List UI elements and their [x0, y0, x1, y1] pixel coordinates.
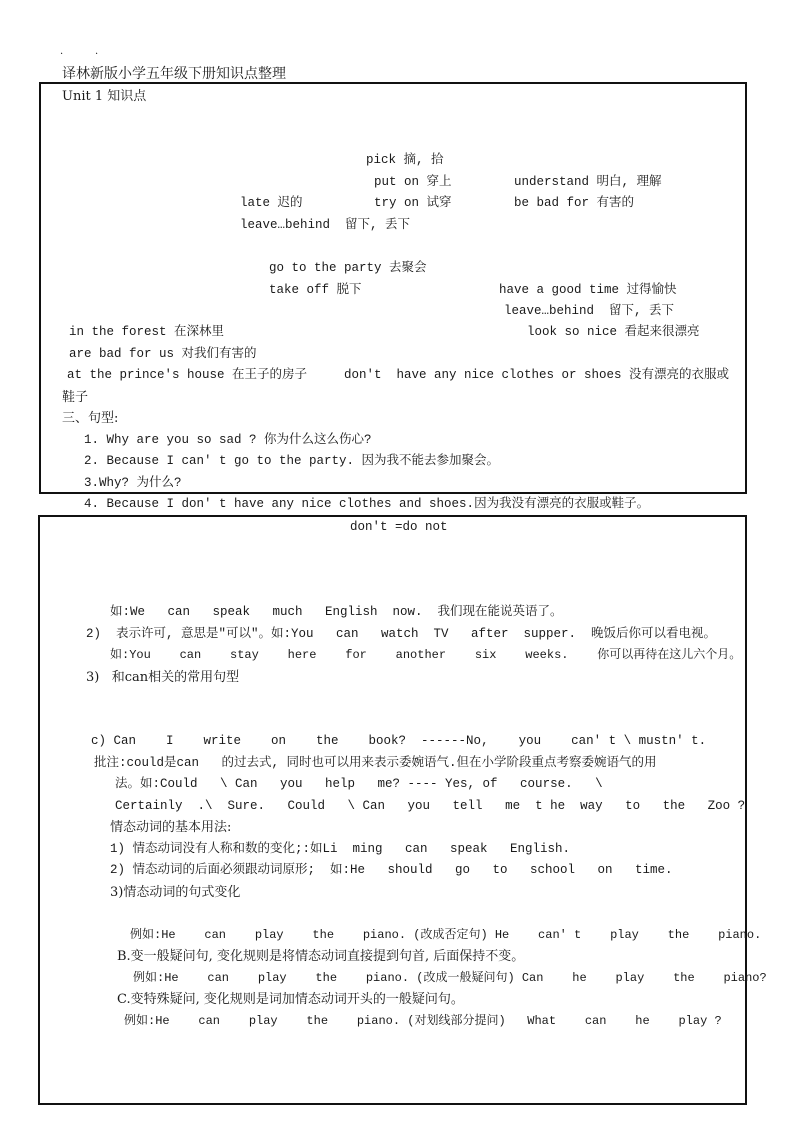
grammar-line: 情态动词的基本用法: — [110, 820, 232, 835]
document-title: 译林新版小学五年级下册知识点整理 — [62, 66, 286, 82]
header-dots: . . — [60, 46, 99, 57]
sentence-heading: 三、句型: — [62, 411, 119, 426]
vocab-item: understand 明白, 理解 — [514, 175, 662, 189]
vocab-item: try on 试穿 — [374, 196, 452, 210]
grammar-line: C.变特殊疑问, 变化规则是词加情态动词开头的一般疑问句。 — [117, 992, 464, 1007]
sentence-item: 3.Why? 为什么? — [84, 476, 182, 490]
grammar-line: 3) 和can相关的常用句型 — [86, 670, 240, 685]
vocab-item: leave…behind 留下, 丢下 — [240, 218, 411, 232]
grammar-line: c) Can I write on the book? ------No, you can' t \ mustn' t. — [91, 734, 707, 748]
vocab-item: don't have any nice clothes or shoes 没有漂亮的衣服或 — [344, 368, 730, 382]
unit-title: Unit 1 知识点 — [62, 89, 147, 104]
sentence-item: 2. Because I can' t go to the party. 因为我不能去参加聚会。 — [84, 454, 500, 468]
grammar-line: 例如:He can play the piano. (对划线部分提问) What can he play ? — [124, 1014, 722, 1028]
grammar-line: 如:You can stay here for another six weeks. 你可以再待在这儿六个月。 — [110, 648, 742, 662]
vocab-item: late 迟的 — [240, 196, 303, 210]
grammar-line: Certainly .\ Sure. Could \ Can you tell me t he way to the Zoo ? — [115, 799, 746, 813]
vocab-item: put on 穿上 — [374, 175, 452, 189]
vocab-item: in the forest 在深林里 — [69, 325, 225, 339]
sentence-item: 4. Because I don' t have any nice clothes and shoes.因为我没有漂亮的衣服或鞋子。 — [84, 497, 650, 511]
vocab-item: pick 摘, 拾 — [366, 153, 444, 167]
grammar-line: 3)情态动词的句式变化 — [110, 885, 241, 900]
grammar-line: B.变一般疑问句, 变化规则是将情态动词直接提到句首, 后面保持不变。 — [117, 949, 525, 964]
grammar-line: 1) 情态动词没有人称和数的变化;:如Li ming can speak English. — [110, 842, 571, 856]
grammar-line: 2) 情态动词的后面必须跟动词原形; 如:He should go to school on time. — [110, 863, 673, 877]
grammar-line: 如:We can speak much English now. 我们现在能说英语了。 — [110, 605, 563, 619]
vocab-item: have a good time 过得愉快 — [499, 283, 677, 297]
grammar-line: 法。如:Could \ Can you help me? ---- Yes, of course. \ — [115, 777, 603, 791]
grammar-line: 例如:He can play the piano. (改成一般疑问句) Can he play the piano? — [133, 971, 767, 985]
vocab-item: 鞋子 — [62, 390, 89, 405]
vocab-item: leave…behind 留下, 丢下 — [504, 304, 675, 318]
grammar-line: 批注:could是can 的过去式, 同时也可以用来表示委婉语气.但在小学阶段重点考察委婉语气的用 — [94, 756, 657, 770]
grammar-line: 例如:He can play the piano. (改成否定句) He can' t play the piano. — [130, 928, 762, 942]
vocab-item: look so nice 看起来很漂亮 — [527, 325, 700, 339]
grammar-line: 2) 表示许可, 意思是"可以"。如:You can watch TV after supper. 晚饭后你可以看电视。 — [86, 627, 717, 641]
vocab-item: are bad for us 对我们有害的 — [69, 347, 257, 361]
contraction-note: don't =do not — [350, 520, 448, 534]
vocab-item: be bad for 有害的 — [514, 196, 635, 210]
vocab-item: go to the party 去聚会 — [269, 261, 427, 275]
vocab-item: take off 脱下 — [269, 283, 362, 297]
vocab-item: at the prince's house 在王子的房子 — [67, 368, 308, 382]
sentence-item: 1. Why are you so sad ? 你为什么这么伤心? — [84, 433, 372, 447]
